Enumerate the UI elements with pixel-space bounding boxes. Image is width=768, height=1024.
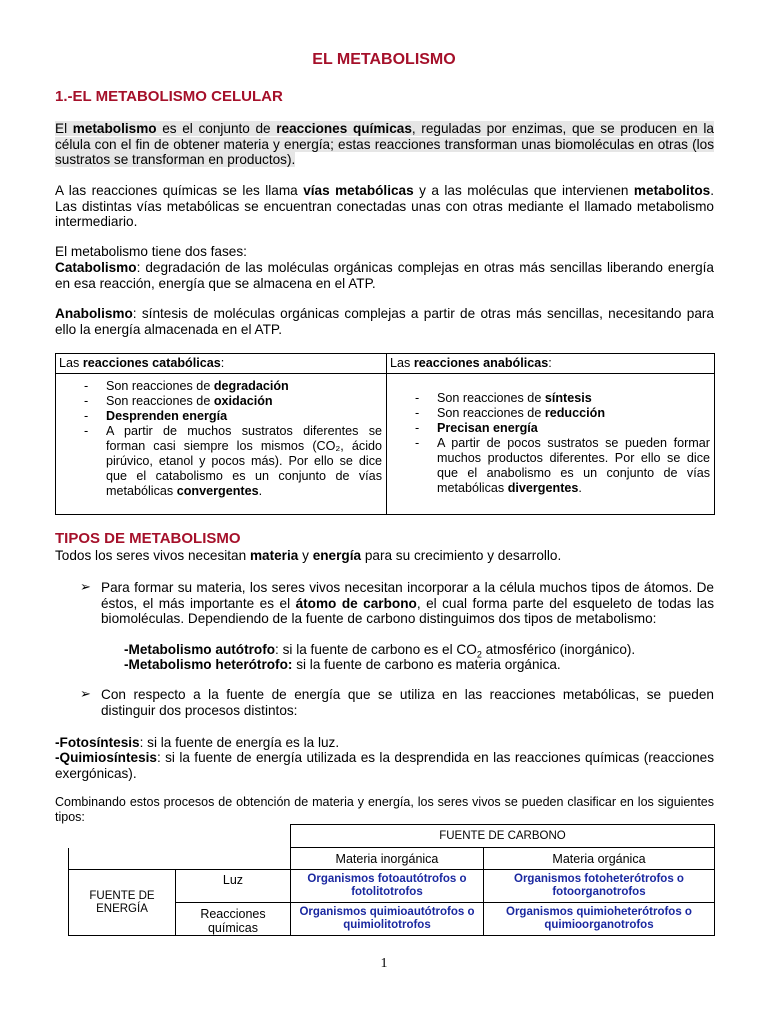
text-bold: reacciones anabólicas [413, 356, 549, 370]
text: A partir de pocos sustratos se pueden formar muchos productos diferentes. Por ello se dice que el anabolismo es un conjunto de vías metabólicas [437, 436, 710, 495]
item-quimiosintesis [55, 750, 714, 781]
header-fuente-energia: FUENTE DE ENERGÍA [69, 870, 176, 936]
text-bold: síntesis [544, 391, 592, 405]
paragraph-catabolismo [55, 260, 714, 291]
text: atmosférico (inorgánico). [481, 642, 636, 657]
term-energia: energía [312, 548, 362, 563]
list-item [387, 436, 710, 496]
term-vias-metabolicas: vías metabólicas [303, 183, 414, 198]
row-label-reacciones-quimicas: Reacciones químicas [176, 903, 291, 936]
text: , reguladas por enzimas, que se producen en la célula con el fin de obtener materia y energía; estas reacciones transforman unas biomoléculas en otras (los sustratos se transforman en productos). [55, 121, 714, 167]
term-metabolismo: metabolismo [72, 121, 157, 136]
anabolic-list [387, 374, 714, 496]
bullet-energy-source: Con respecto a la fuente de energía que se utiliza en las reacciones metabólicas, se pueden distinguir dos procesos distintos: [101, 687, 714, 718]
header-materia-organica: Materia orgánica [483, 848, 714, 870]
text: A las reacciones químicas se les llama [55, 183, 304, 198]
page-number: 1 [380, 956, 388, 971]
text-bold: convergentes [176, 484, 259, 498]
text: Son reacciones de [437, 406, 545, 420]
text: Son reacciones de [106, 394, 214, 408]
text: Las [59, 356, 83, 370]
header-materia-inorganica: Materia inorgánica [290, 848, 483, 870]
bullet-carbon-source [101, 580, 714, 627]
empty-corner [69, 825, 291, 848]
term-materia: materia [249, 548, 299, 563]
table-row [69, 870, 715, 903]
text: . [258, 484, 263, 498]
term-atomo-carbono: átomo de carbono [295, 595, 417, 611]
catabolic-list [56, 374, 386, 499]
anabolic-list-cell [387, 374, 715, 515]
item-heterotrofo [124, 657, 561, 672]
term-anabolismo: Anabolismo [55, 306, 133, 321]
cell-fotoautotrofos: Organismos fotoautótrofos o fotolitotrofos [290, 870, 483, 903]
paragraph-combining: Combinando estos procesos de obtención de materia y energía, los seres vivos se pueden clasificar en los siguientes tipos: [55, 795, 714, 824]
term-metabolitos: metabolitos [633, 183, 711, 198]
cell-fotoheterotrofos: Organismos fotoheterótrofos o fotoorganotrofos [483, 870, 714, 903]
highlighted-definition [55, 121, 714, 167]
header-fuente-carbono: FUENTE DE CARBONO [290, 825, 714, 848]
arrow-bullet-icon: ➢ [80, 579, 91, 594]
arrow-bullet-icon: ➢ [80, 686, 91, 701]
text: Las [390, 356, 414, 370]
header-anabolicas [387, 354, 715, 374]
text: Son reacciones de [437, 391, 545, 405]
text: si la fuente de carbono es materia orgánica. [292, 657, 561, 672]
term-quimiosintesis: -Quimiosíntesis [55, 750, 157, 765]
row-label-luz: Luz [176, 870, 291, 903]
list-item [56, 394, 382, 409]
text: es el conjunto de [156, 121, 277, 136]
header-catabolicas [56, 354, 387, 374]
text: A partir de muchos sustratos diferentes se forman casi siempre los mismos (CO₂, ácido pirúvico, etanol y pocos más). Por ello se dice que el catabolismo es un conjunto de vías metabólicas [106, 424, 382, 498]
term-autotrofo: -Metabolismo autótrofo [124, 642, 276, 657]
paragraph-anabolismo [55, 306, 714, 337]
table-header-row [56, 354, 715, 374]
text: Son reacciones de [106, 379, 214, 393]
term-fotosintesis: -Fotosíntesis [55, 735, 140, 750]
text: : [548, 356, 552, 370]
paragraph-intro-tipos [55, 548, 714, 564]
text: . Las distintas vías metabólicas se encuentran conectadas unas con otras mediante el llamado metabolismo intermediario. [55, 183, 714, 229]
text: Para formar su materia, los seres vivos necesitan incorporar a la célula muchos tipos de átomos. De éstos, el más importante es el [101, 580, 714, 611]
comparison-table [55, 353, 715, 515]
cell-quimioautotrofos: Organismos quimioautótrofos o quimiolitotrofos [290, 903, 483, 936]
text: para su crecimiento y desarrollo. [361, 548, 562, 563]
text: . [578, 481, 582, 495]
term-catabolismo: Catabolismo [55, 260, 137, 275]
term-reacciones-quimicas: reacciones químicas [276, 121, 412, 136]
text-bold: reducción [544, 406, 606, 420]
text: : si la fuente de energía es la luz. [139, 735, 340, 750]
list-item [56, 379, 382, 394]
text-bold: reacciones catabólicas [82, 356, 221, 370]
text: , el cual forma parte del esqueleto de todas las biomoléculas. Dependiendo de la fuente de carbono distinguimos dos tipos de metabolismo: [101, 595, 714, 626]
list-item [387, 421, 710, 436]
term-heterotrofo: -Metabolismo heterótrofo: [124, 657, 293, 672]
paragraph-fases: El metabolismo tiene dos fases: [55, 244, 247, 259]
page-title: EL METABOLISMO [312, 51, 456, 68]
text: : si la fuente de carbono es el CO [275, 642, 477, 657]
text: y [298, 548, 313, 563]
table-row [56, 374, 715, 515]
text: : [220, 356, 225, 370]
table-row [69, 825, 715, 848]
list-item [56, 409, 382, 424]
text: Todos los seres vivos necesitan [55, 548, 250, 563]
classification-table [68, 824, 715, 936]
paragraph-vias-metabolicas [55, 183, 714, 230]
text-bold: degradación [213, 379, 289, 393]
subscript: 2 [476, 649, 482, 660]
text: y a las moléculas que intervienen [413, 183, 634, 198]
list-item [387, 391, 710, 406]
text: : síntesis de moléculas orgánicas complejas a partir de otras más sencillas, necesitando para ello la energía almacenada en el ATP. [55, 306, 714, 337]
catabolic-list-cell [56, 374, 387, 515]
text: El [55, 121, 73, 136]
item-fotosintesis [55, 735, 714, 751]
text-bold: Desprenden energía [106, 409, 228, 423]
text: : degradación de las moléculas orgánicas complejas en otras más sencillas liberando energía en esa reacción, energía que se almacena en el ATP. [55, 260, 714, 291]
section-heading-tipos: TIPOS DE METABOLISMO [55, 530, 241, 547]
empty-corner [69, 848, 291, 870]
text: : si la fuente de energía utilizada es la desprendida en las reacciones químicas (reacciones exergónicas). [55, 750, 714, 781]
paragraph-definition [55, 121, 714, 168]
list-item [387, 406, 710, 421]
list-item [56, 424, 382, 499]
cell-quimioheterotrofos: Organismos quimioheterótrofos o quimioorganotrofos [483, 903, 714, 936]
text-bold: Precisan energía [437, 421, 538, 435]
table-row [69, 848, 715, 870]
section-heading-metabolismo-celular: 1.-EL METABOLISMO CELULAR [55, 88, 283, 105]
text-bold: divergentes [507, 481, 579, 495]
text-bold: oxidación [213, 394, 273, 408]
